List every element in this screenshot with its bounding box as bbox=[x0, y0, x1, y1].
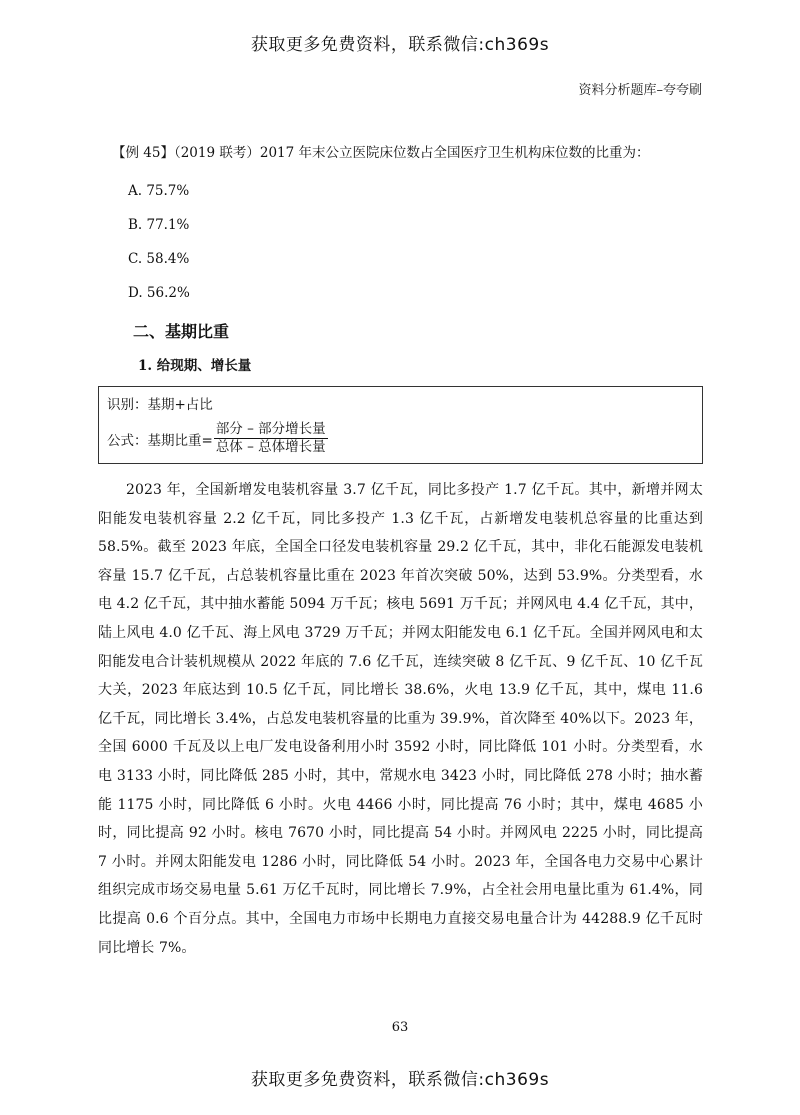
bottom-banner: 获取更多免费资料，联系微信:ch369s bbox=[250, 1070, 550, 1090]
formula-line bbox=[107, 421, 702, 456]
formula-box bbox=[98, 386, 703, 464]
formula-fraction bbox=[214, 421, 328, 456]
formula-denominator: 总体 – 总体增长量 bbox=[215, 439, 326, 455]
option-a: A. 75.7% bbox=[128, 183, 190, 199]
page-content bbox=[98, 143, 703, 962]
page-number: 63 bbox=[391, 1020, 409, 1035]
option-d: D. 56.2% bbox=[128, 285, 190, 301]
running-header: 资料分析题库–夸夸刷 bbox=[578, 83, 702, 98]
option-c: C. 58.4% bbox=[128, 251, 190, 267]
question-stem: 【例 45】（2019 联考）2017 年末公立医院床位数占全国医疗卫生机构床位数的比重为： bbox=[112, 145, 650, 161]
formula-numerator: 部分 – 部分增长量 bbox=[215, 421, 326, 437]
identify-line: 识别：基期+占比 bbox=[107, 397, 213, 413]
sub-title: 1. 给现期、增长量 bbox=[138, 358, 252, 374]
section-title: 二、基期比重 bbox=[133, 322, 230, 341]
formula-label: 公式：基期比重= bbox=[107, 432, 213, 449]
top-banner: 获取更多免费资料，联系微信:ch369s bbox=[250, 35, 550, 55]
option-b: B. 77.1% bbox=[128, 217, 190, 233]
body-paragraph: 2023 年，全国新增发电装机容量 3.7 亿千瓦，同比多投产 1.7 亿千瓦。其中，新增并网太阳能发电装机容量 2.2 亿千瓦，同比多投产 1.3 亿千瓦，占新增发电装机总容量的比重达到 58.5%。截至 2023 年底，全国全口径发电装机容量 29.2 亿千瓦，其中，非化石能源发电装机容量 15.7 亿千瓦，占总装机容量比重在 2023 年首次突破 50%，达到 53.9%。分类型看，水电 4.2 亿千瓦，其中抽水蓄能 5094 万千瓦；核电 5691 万千瓦；并网风电 4.4 亿千瓦，其中，陆上风电 4.0 亿千瓦、海上风电 3729 万千瓦；并网太阳能发电 6.1 亿千瓦。全国并网风电和太阳能发电合计装机规模从 2022 年底的 7.6 亿千瓦，连续突破 8 亿千瓦、9 亿千瓦、10 亿千瓦大关，2023 年底达到 10.5 亿千瓦，同比增长 38.6%，火电 13.9 亿千瓦，其中，煤电 11.6 亿千瓦，同比增长 3.4%，占总发电装机容量的比重为 39.9%，首次降至 40%以下。2023 年，全国 6000 千瓦及以上电厂发电设备利用小时 3592 小时，同比降低 101 小时。分类型看，水电 3133 小时，同比降低 285 小时，其中，常规水电 3423 小时，同比降低 278 小时；抽水蓄能 1175 小时，同比降低 6 小时。火电 4466 小时，同比提高 76 小时；其中，煤电 4685 小时，同比提高 92 小时。核电 7670 小时，同比提高 54 小时。并网风电 2225 小时，同比提高 7 小时。并网太阳能发电 1286 小时，同比降低 54 小时。2023 年，全国各电力交易中心累计组织完成市场交易电量 5.61 万亿千瓦时，同比增长 7.9%，占全社会用电量比重为 61.4%，同比提高 0.6 个百分点。其中，全国电力市场中长期电力直接交易电量合计为 44288.9 亿千瓦时同比增长 7%。 bbox=[98, 482, 703, 956]
